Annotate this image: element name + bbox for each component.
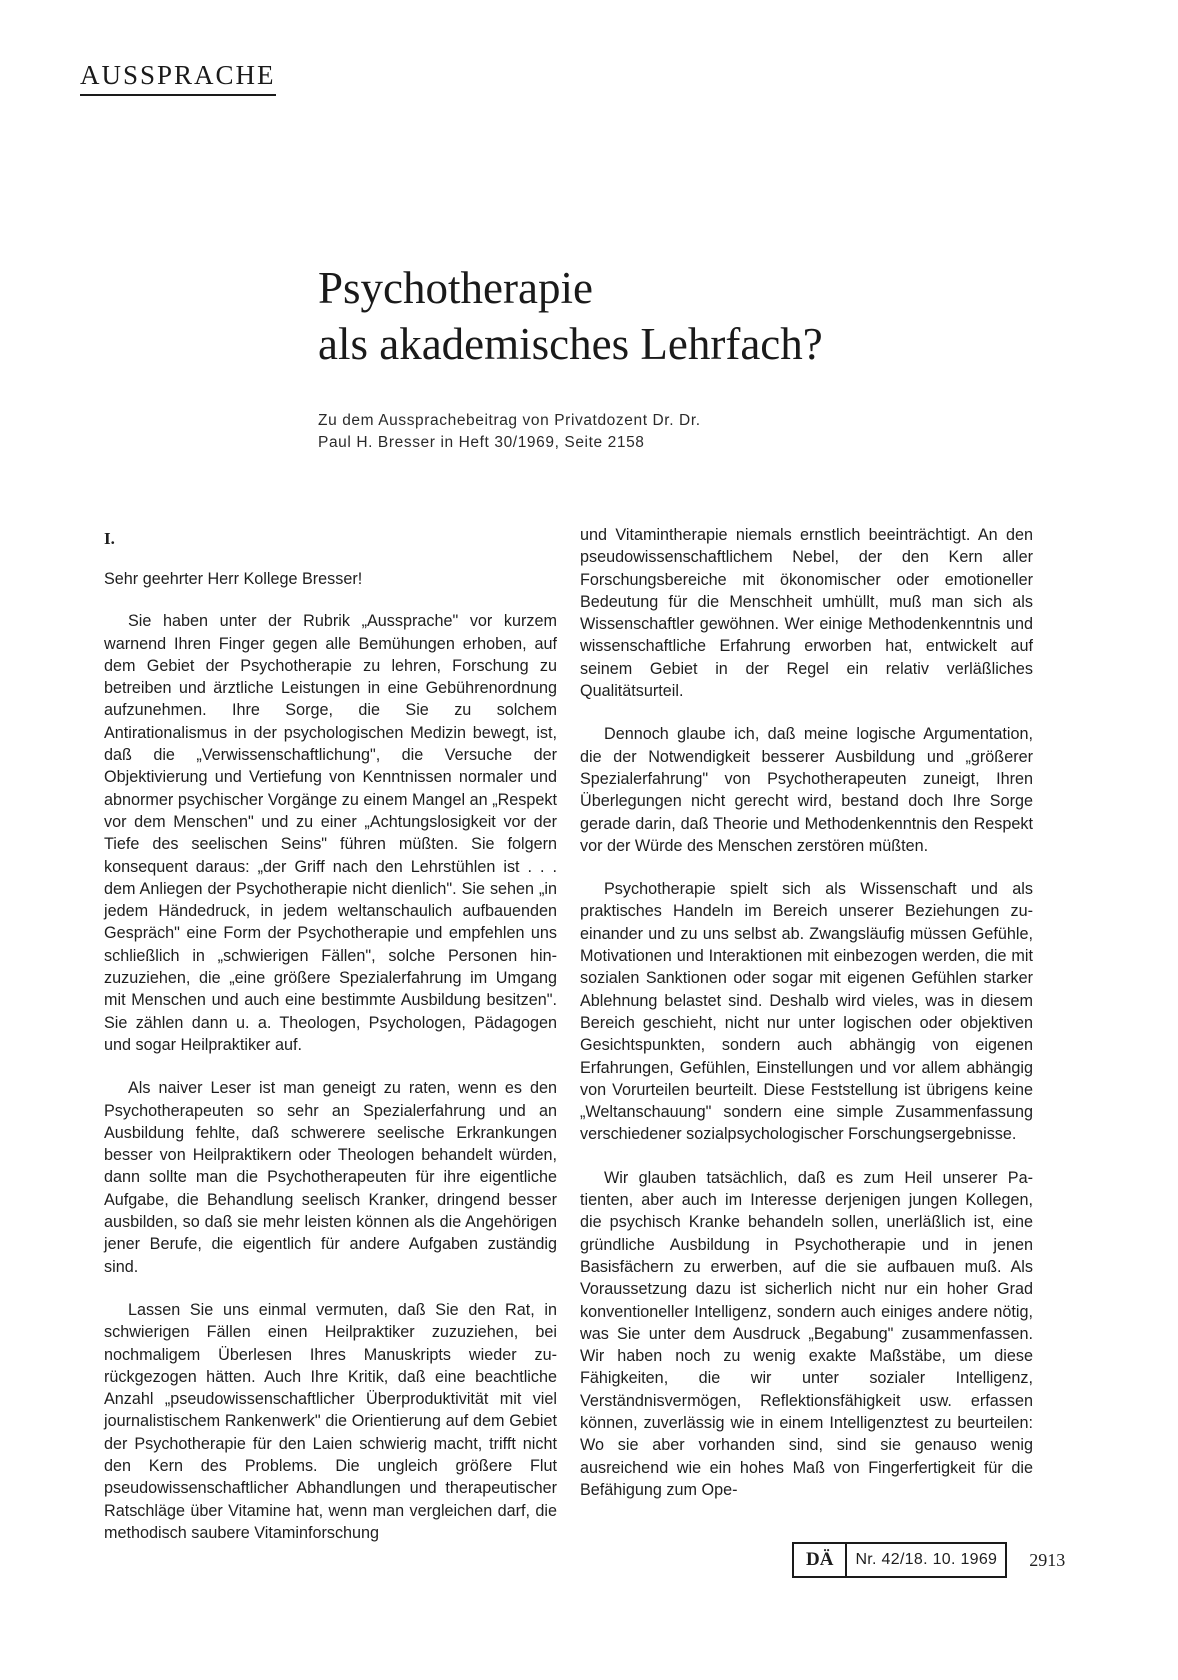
right-column xyxy=(580,524,1033,1522)
paragraph: Sie haben unter der Rubrik „Aussprache" vor kurzem warnend Ihren Finger gegen alle Bemühungen erhoben, auf dem Gebiet der Psychotherapie zu lehren, Forschung zu betreiben und ärztliche Leistungen in eine Gebührenordnung aufzunehmen. Ihre Sorge, die Sie zu solchem Antirationalismus in der psychologischen Medizin bewegt, ist, daß die „Verwissenschaftlichung", die Versuche der Objektivierung und Vertiefung von Kenntnissen normaler und abnormer psychischer Vorgänge zu einem Mangel an „Respekt vor dem Menschen" und zu einer „Achtungslosigkeit vor der Tiefe des seelischen Seins" führen müßten. Sie folgern konsequent daraus: „der Griff nach den Lehrstühlen ist . . . dem Anliegen der Psychotherapie nicht dienlich". Sie sehen „in jedem Händedruck, in jedem weltanschaulich aufbauenden Gespräch" eine Form der Psychotherapie und empfehlen uns schließlich in „schwierigen Fällen", solche Personen hinzuzuziehen, die „eine größere Spezialerfahrung im Umgang mit Menschen und auch eine bestimmte Ausbildung besitzen". Sie zählen dann u. a. Theologen, Psychologen, Pädagogen und sogar Heilpraktiker auf. xyxy=(104,612,557,1054)
section-label: AUSSPRACHE xyxy=(80,58,276,96)
page-footer xyxy=(792,1542,1065,1578)
salutation: Sehr geehrter Herr Kollege Bresser! xyxy=(104,570,363,588)
paragraph: Lassen Sie uns einmal vermuten, daß Sie den Rat, in schwierigen Fällen einen Heilpraktiker zuzuziehen, bei nochmaligem Überlesen Ihres Manuskripts wieder zurückgezogen hätten. Auch Ihre Kritik, daß eine beachtliche Anzahl „pseudowissenschaftlicher Überproduktivität mit viel journalistischem Rankenwerk" die Orientierung auf dem Gebiet der Psychotherapie für den Laien schwierig macht, trifft nicht den Kern des Problems. Die ungleich größere Flut pseudowissenschaftlicher Abhandlungen und therapeutischer Ratschläge über Vitamine hat, wenn man vergleichen darf, die methodisch saubere Vitaminforschung xyxy=(104,1300,557,1542)
article-subtitle xyxy=(318,410,838,454)
paragraph: Psychotherapie spielt sich als Wissenschaft und als praktisches Handeln im Bereich unserer Beziehungen zueinander und zu uns selbst ab. Zwangsläufig müssen Gefühle, Motivationen und Interaktionen mit einbezogen werden, die mit sozialen Sanktionen oder sogar mit eigenen Gefühlen starker Ablehnung belastet sind. Deshalb wird vieles, was in diesem Bereich geschieht, nicht nur unter logischen oder objektiven Gesichtspunkten, sondern auch abhängig von eigenen Erfahrungen, Gefühlen, Einstellungen und vor allem abhängig von Vorurteilen beurteilt. Diese Feststellung ist übrigens keine „Weltanschauung" sondern eine simple Zusammenfassung verschiedener sozialpsychologischer Forschungsergebnisse. xyxy=(580,880,1033,1144)
paragraph-continuation: und Vitamintherapie niemals ernstlich beeinträchtigt. An den pseudowissenschaftlichem Nebel, der den Kern aller Forschungsbereiche mit ökonomischer oder emotioneller Bedeutung für die Menschheit umhüllt, muß man sich als Wissenschaftler gewöhnen. Wer einige Methodenkenntnis und wissenschaftliche Erfahrung erworben hat, entwickelt auf seinem Gebiet in der Regel ein relativ verläßliches Qualitätsurteil. xyxy=(580,526,1033,701)
page-number: 2913 xyxy=(1029,1549,1066,1570)
article-headline xyxy=(318,260,1018,372)
left-column xyxy=(104,528,557,1565)
issue-number: Nr. 42/18. 10. 1969 xyxy=(855,1551,998,1568)
headline-line-2: als akademisches Lehrfach? xyxy=(318,319,823,369)
journal-issue-box xyxy=(792,1542,1007,1578)
paragraph: Wir glauben tatsächlich, daß es zum Heil unserer Patienten, aber auch im Interesse derjenigen jungen Kollegen, die psychisch Kranke behandeln sollen, unerläßlich ist, eine gründliche Ausbildung in Psychotherapie und in jenen Basisfächern zu erwerben, auf die sie aufbauen muß. Als Voraussetzung dazu ist sicherlich nicht nur ein hoher Grad konventioneller Intelligenz, sondern auch einiges andere nötig, was Sie unter dem Ausdruck „Begabung" zusammenfassen. Wir haben noch zu wenig exakte Maßstäbe, um diese Fähigkeiten, die wir unter sozialer Intelligenz, Verständnisvermögen, Reflektionsfähigkeit usw. erfassen können, zuverlässig wie in einem Intelligenztest zu beurteilen: Wo sie aber vorhanden sind, sind sie genauso wenig ausreichend wie ein hohes Maß von Fingerfertigkeit für die Befähigung zum Ope- xyxy=(580,1168,1033,1499)
section-number: I. xyxy=(104,529,115,548)
paragraph: Als naiver Leser ist man geneigt zu raten, wenn es den Psychotherapeuten so sehr an Spezialerfahrung und an Ausbildung fehlte, daß schwerere seelische Erkrankungen besser von Heilpraktikern oder Theologen behandelt würden, dann sollte man die Psychotherapeuten für ihre eigentliche Aufgabe, die Behandlung seelisch Kranker, dringend besser ausbilden, so daß sie mehr leisten können als die Angehörigen jener Berufe, die eigentlich für andere Aufgaben zuständig sind. xyxy=(104,1079,557,1276)
paragraph: Dennoch glaube ich, daß meine logische Argumentation, die der Notwendigkeit besserer Ausbildung und „größerer Spezialerfahrung" von Psychotherapeuten zuneigt, Ihren Überlegungen nicht gerecht wird, bestand doch Ihre Sorge gerade darin, daß Theorie und Methodenkenntnis den Respekt vor der Würde des Menschen zerstören müßten. xyxy=(580,725,1033,855)
subtitle-line-1: Zu dem Aussprachebeitrag von Privatdozent Dr. Dr. xyxy=(318,412,701,429)
journal-logo: DÄ xyxy=(794,1544,847,1576)
subtitle-line-2: Paul H. Bresser in Heft 30/1969, Seite 2158 xyxy=(318,434,645,451)
headline-line-1: Psychotherapie xyxy=(318,263,593,313)
